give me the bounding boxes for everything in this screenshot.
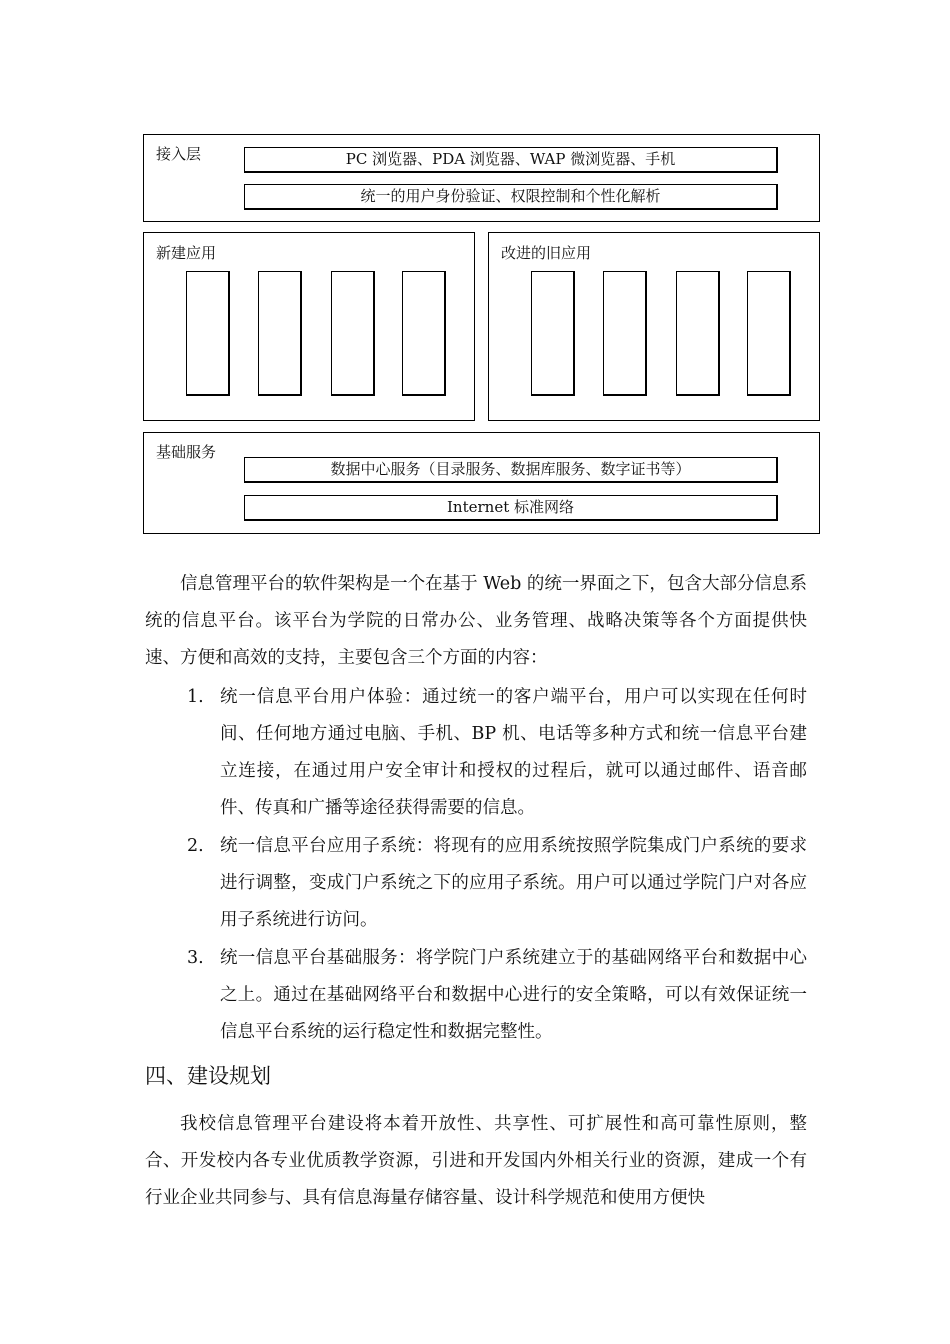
old-apps-box: [488, 232, 820, 421]
section-heading: 四、建设规划: [145, 1064, 271, 1088]
old-app-column: [676, 271, 720, 396]
access-layer-label: 接入层: [156, 145, 202, 163]
list-number: 2.: [187, 836, 204, 856]
internet-bar: Internet 标准网络: [244, 495, 778, 521]
closing-paragraph: 我校信息管理平台建设将本着开放性、共享性、可扩展性和高可靠性原则，整合、开发校内各专业优质教学资源，引进和开发国内外相关行业的资源，建成一个有行业企业共同参与、具有信息海量存储容量、设计科学规范和使用方便快: [145, 1114, 807, 1208]
intro-paragraph: 信息管理平台的软件架构是一个在基于 Web 的统一界面之下，包含大部分信息系统的信息平台。该平台为学院的日常办公、业务管理、战略决策等各个方面提供快速、方便和高效的支持，主要包含三个方面的内容：: [145, 574, 807, 668]
base-services-label: 基础服务: [156, 443, 217, 461]
list-text: 统一信息平台基础服务：将学院门户系统建立于的基础网络平台和数据中心之上。通过在基础网络平台和数据中心进行的安全策略，可以有效保证统一信息平台系统的运行稳定性和数据完整性。: [220, 948, 807, 1042]
old-apps-label: 改进的旧应用: [501, 244, 592, 262]
list-number: 3.: [187, 948, 204, 968]
old-app-column: [747, 271, 791, 396]
new-app-column: [258, 271, 302, 396]
access-layer-box: [143, 134, 820, 222]
new-app-column: [402, 271, 446, 396]
old-app-column: [603, 271, 647, 396]
access-layer-browsers-bar: PC 浏览器、PDA 浏览器、WAP 微浏览器、手机: [244, 147, 778, 173]
list-text: 统一信息平台应用子系统：将现有的应用系统按照学院集成门户系统的要求进行调整，变成门户系统之下的应用子系统。用户可以通过学院门户对各应用子系统进行访问。: [220, 836, 807, 930]
base-services-box: [143, 432, 820, 534]
list-number: 1.: [187, 687, 204, 707]
new-app-column: [331, 271, 375, 396]
new-app-column: [186, 271, 230, 396]
data-center-bar: 数据中心服务（目录服务、数据库服务、数字证书等）: [244, 457, 778, 483]
old-app-column: [531, 271, 575, 396]
new-apps-box: [143, 232, 475, 421]
access-layer-auth-bar: 统一的用户身份验证、权限控制和个性化解析: [244, 184, 778, 210]
new-apps-label: 新建应用: [156, 244, 217, 262]
list-text: 统一信息平台用户体验：通过统一的客户端平台，用户可以实现在任何时间、任何地方通过电脑、手机、BP 机、电话等多种方式和统一信息平台建立连接，在通过用户安全审计和授权的过程后，就可以通过邮件、语音邮件、传真和广播等途径获得需要的信息。: [220, 687, 807, 818]
